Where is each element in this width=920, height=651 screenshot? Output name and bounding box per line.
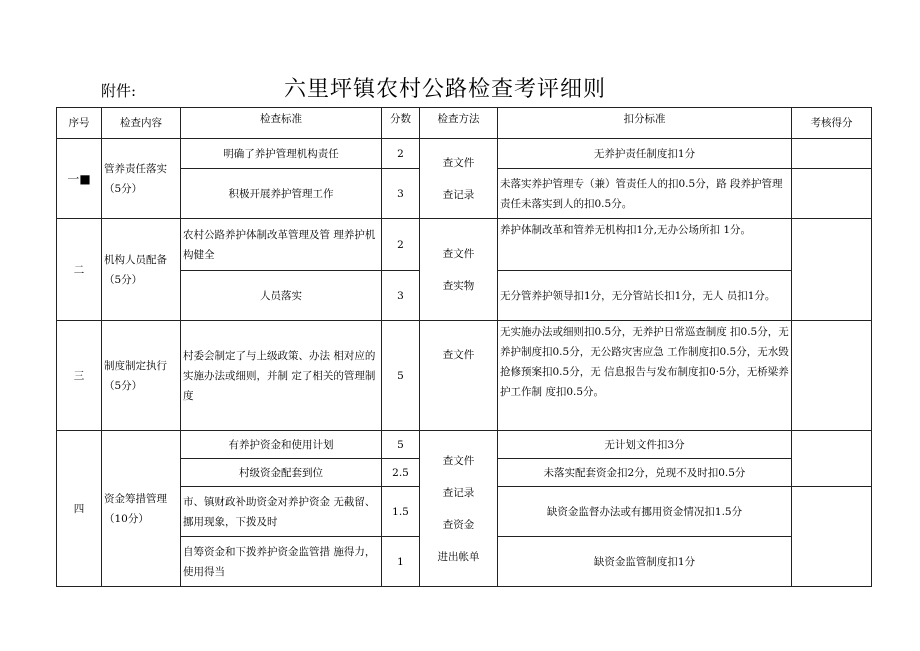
result-cell[interactable] [792,487,872,587]
method-item: 查记录 [442,486,475,499]
section-number: 三 [57,321,102,431]
check-standard: 有养护资金和使用计划 [181,431,382,459]
deduction-rule: 无分管养护领导扣1分，无分管站长扣1分，无人 员扣1分。 [498,271,792,321]
col-header-score: 分数 [382,108,420,139]
check-standard: 村级资金配套到位 [181,459,382,487]
result-cell[interactable] [792,139,872,169]
check-standard: 明确了养护管理机构责任 [181,139,382,169]
col-header-standard: 检查标准 [181,108,382,139]
table-row [57,431,872,459]
section-number: 二 [57,219,102,321]
col-header-method: 检查方法 [420,108,498,139]
method-item: 查记录 [442,188,475,201]
deduction-rule: 无计划文件扣3分 [498,431,792,459]
score: 2 [382,219,420,271]
table-row [57,219,872,271]
score: 5 [382,321,420,431]
deduction-rule: 未落实养护管理专（兼）管责任人的扣0.5分，路 段养护管理责任未落实到人的扣0.5分。 [498,169,792,219]
result-cell[interactable] [792,169,872,219]
method-item: 查资金 [442,518,475,531]
check-standard: 人员落实 [181,271,382,321]
attachment-label: 附件: [101,82,137,100]
check-method [420,139,498,219]
deduction-rule: 缺资金监督办法或有挪用资金情况扣1.5分 [498,487,792,537]
method-item: 进出帐单 [437,550,480,563]
method-item: 查文件 [442,454,475,467]
section-content: 管养责任落实（5分） [102,139,181,219]
deduction-rule: 缺资金监管制度扣1分 [498,537,792,587]
col-header-content: 检查内容 [102,108,181,139]
col-header-result: 考核得分 [792,108,872,139]
score: 3 [382,271,420,321]
score: 5 [382,431,420,459]
section-content: 机构人员配备（5分） [102,219,181,321]
table-row [57,139,872,169]
evaluation-table [56,107,872,587]
page-title: 六里坪镇农村公路检查考评细则 [284,77,607,102]
method-item: 查文件 [442,247,475,260]
score: 1 [382,537,420,587]
score: 2.5 [382,459,420,487]
method-item: 查文件 [442,156,475,169]
score: 1.5 [382,487,420,537]
method-item: 查实物 [442,279,475,292]
check-method [420,431,498,587]
deduction-rule: 无养护责任制度扣1分 [498,139,792,169]
section-number: 四 [57,431,102,587]
check-standard: 村委会制定了与上级政策、办法 相对应的实施办法或细则，并制 定了相关的管理制度 [181,321,382,431]
check-standard: 自筹资金和下拨养护资金监管措 施得力，使用得当 [181,537,382,587]
deduction-rule: 未落实配套资金扣2分，兑现不及时扣0.5分 [498,459,792,487]
table-row [57,321,872,431]
result-cell[interactable] [792,321,872,431]
deduction-rule: 养护体制改革和管养无机构扣1分,无办公场所扣 1分。 [498,219,792,271]
check-method [420,219,498,321]
section-number: 一■ [57,139,102,219]
check-standard: 市、镇财政补助资金对养护资金 无截留、挪用现象，下拨及时 [181,487,382,537]
section-content: 制度制定执行（5分） [102,321,181,431]
score: 3 [382,169,420,219]
check-method: 查文件 [420,321,498,431]
col-header-deduction: 扣分标准 [498,108,792,139]
result-cell[interactable] [792,431,872,487]
check-standard: 积极开展养护管理工作 [181,169,382,219]
col-header-no: 序号 [57,108,102,139]
result-cell[interactable] [792,219,872,321]
check-standard: 农村公路养护体制改革管理及管 理养护机构健全 [181,219,382,271]
score: 2 [382,139,420,169]
deduction-rule: 无实施办法或细则扣0.5分，无养护日常巡查制度 扣0.5分，无养护制度扣0.5分，无公路灾害应急 工作制度扣0.5分，无水毁抢修预案扣0.5分，无 信息报告与发布制度扣0·5分，无桥梁养护工作制 度扣0.5分。 [498,321,792,431]
table-header-row [57,108,872,139]
section-content: 资金筹措管理（10分） [102,431,181,587]
